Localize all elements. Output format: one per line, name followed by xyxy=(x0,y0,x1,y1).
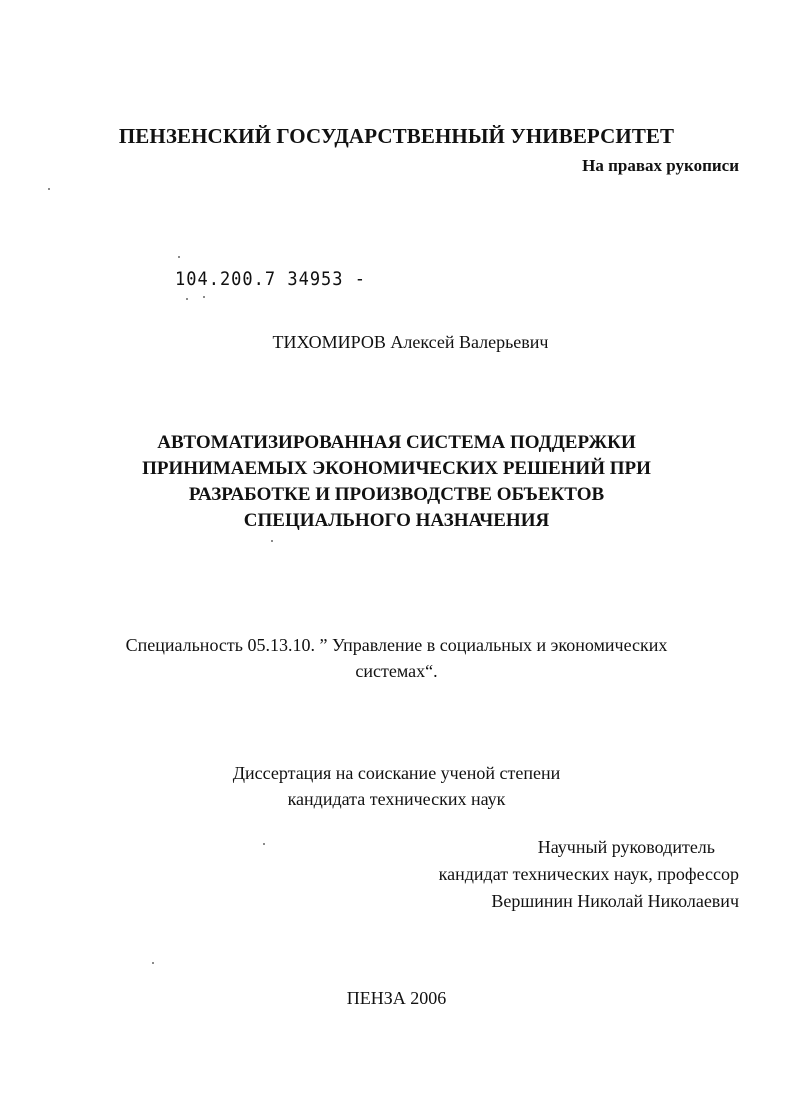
dissertation-degree-block xyxy=(0,760,793,812)
scan-speck xyxy=(186,298,188,300)
supervisor-role: Научный руководитель xyxy=(537,837,715,857)
specialty-line: Специальность 05.13.10. ” Управление в социальных и экономических xyxy=(125,635,668,655)
city-year: ПЕНЗА 2006 xyxy=(346,988,447,1008)
supervisor-block xyxy=(439,834,739,915)
scan-speck xyxy=(48,188,50,190)
specialty-block xyxy=(0,632,793,684)
degree-line: Диссертация на соискание ученой степени xyxy=(232,763,561,783)
dissertation-title xyxy=(0,430,793,534)
library-stamp-number: 104.200.7 34953 - xyxy=(175,268,366,291)
scan-speck xyxy=(152,962,154,964)
scan-speck xyxy=(263,843,265,845)
title-line: РАЗРАБОТКЕ И ПРОИЗВОДСТВЕ ОБЪЕКТОВ xyxy=(188,484,605,505)
specialty-line: системах“. xyxy=(355,661,438,681)
scan-speck xyxy=(203,296,205,298)
scan-speck xyxy=(178,256,180,258)
university-name: ПЕНЗЕНСКИЙ ГОСУДАРСТВЕННЫЙ УНИВЕРСИТЕТ xyxy=(118,124,675,148)
title-line: АВТОМАТИЗИРОВАННАЯ СИСТЕМА ПОДДЕРЖКИ xyxy=(157,432,636,453)
manuscript-note: На правах рукописи xyxy=(582,156,739,175)
author-name: ТИХОМИРОВ Алексей Валерьевич xyxy=(272,332,549,352)
supervisor-name: Вершинин Николай Николаевич xyxy=(491,891,739,911)
title-line: ПРИНИМАЕМЫХ ЭКОНОМИЧЕСКИХ РЕШЕНИЙ ПРИ xyxy=(142,458,651,479)
degree-line: кандидата технических наук xyxy=(287,789,506,809)
supervisor-degree: кандидат технических наук, профессор xyxy=(438,864,739,884)
title-line: СПЕЦИАЛЬНОГО НАЗНАЧЕНИЯ xyxy=(243,510,550,531)
scan-speck xyxy=(271,540,273,542)
